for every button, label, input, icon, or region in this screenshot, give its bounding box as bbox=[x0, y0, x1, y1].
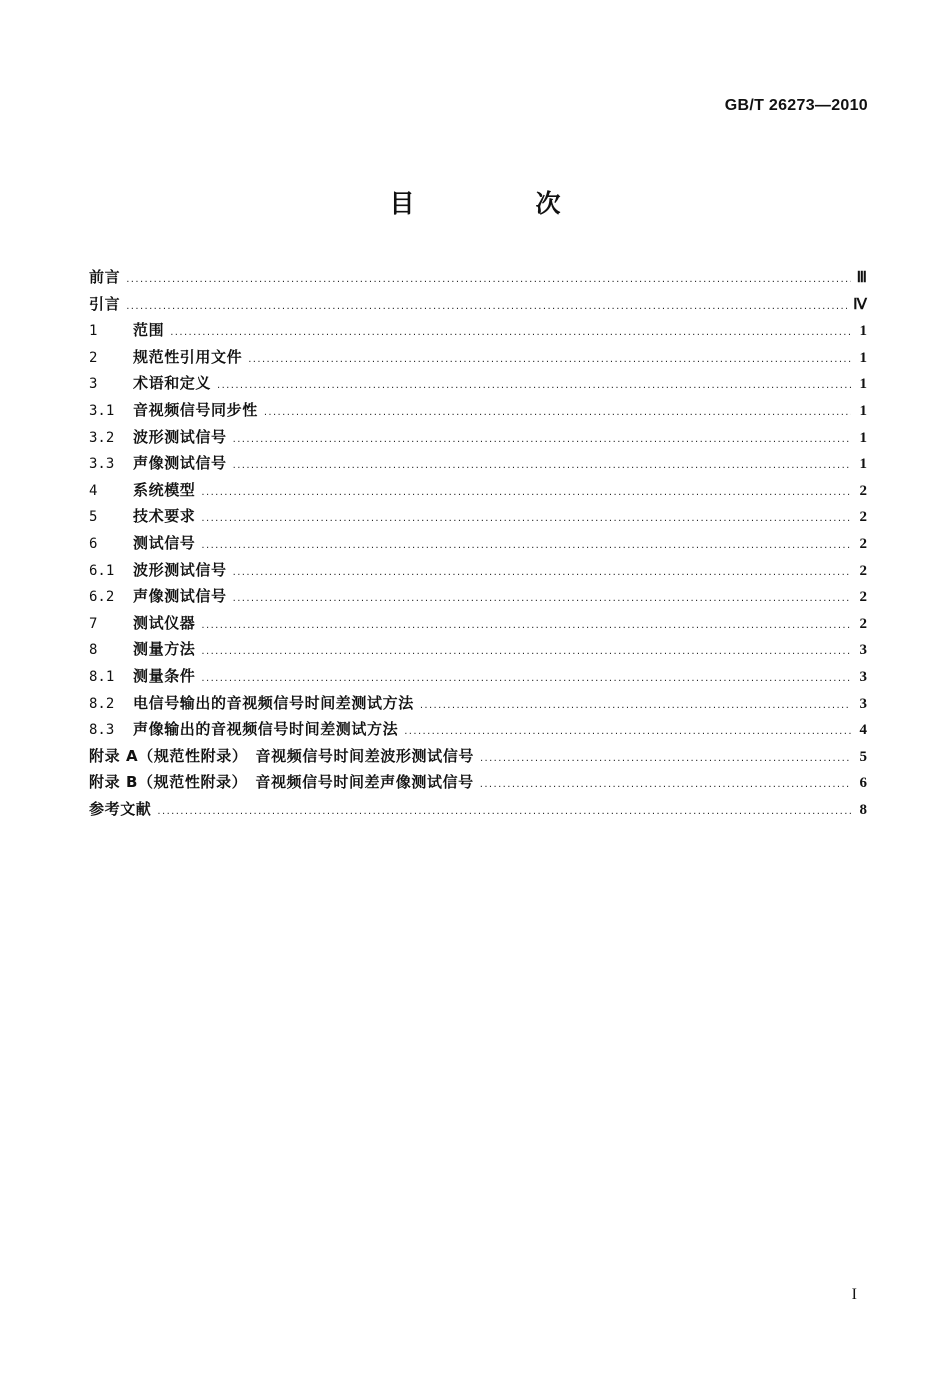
toc-entry-2[interactable] bbox=[89, 346, 867, 373]
toc-entry-number: 4 bbox=[89, 482, 98, 499]
toc-leader-dots bbox=[126, 274, 850, 285]
toc-entry-3-1[interactable] bbox=[89, 399, 867, 426]
toc-entry-number: 8.1 bbox=[89, 668, 115, 685]
toc-leader-dots bbox=[480, 753, 851, 764]
toc-entry-page: 6 bbox=[859, 775, 867, 792]
toc-entry-number: 8 bbox=[89, 642, 98, 659]
toc-entry-number: 3.3 bbox=[89, 456, 115, 473]
toc-title: 目 次 bbox=[389, 189, 609, 218]
toc-entry-8-1[interactable] bbox=[89, 665, 867, 692]
toc-entry-title: 附录 A（规范性附录） 音视频信号时间差波形测试信号 bbox=[89, 746, 474, 765]
toc-entry-title: 测试信号 bbox=[133, 533, 196, 552]
toc-entry-8-2[interactable] bbox=[89, 692, 867, 719]
page-number: I bbox=[851, 1286, 857, 1303]
toc-entry-title: 声像输出的音视频信号时间差测试方法 bbox=[133, 720, 399, 739]
toc-entry-number: 6 bbox=[89, 535, 98, 552]
toc-entry-appendix-b[interactable] bbox=[89, 771, 867, 798]
toc-entry-page: 2 bbox=[859, 535, 867, 552]
toc-entry-7[interactable] bbox=[89, 612, 867, 639]
toc-entry-page: 4 bbox=[859, 722, 867, 739]
toc-entry-title: 声像测试信号 bbox=[133, 454, 227, 473]
toc-entry-title: 引言 bbox=[89, 294, 121, 313]
toc-entry-number: 8.2 bbox=[89, 695, 115, 712]
toc-entry-page: 3 bbox=[859, 668, 867, 685]
toc-leader-dots bbox=[201, 646, 851, 657]
toc-entry-page: 3 bbox=[859, 695, 867, 712]
toc-entry-title: 测量方法 bbox=[133, 640, 196, 659]
toc-leader-dots bbox=[248, 354, 851, 365]
toc-leader-dots bbox=[157, 806, 851, 817]
toc-entry-page: 3 bbox=[859, 642, 867, 659]
toc-entry-6[interactable] bbox=[89, 532, 867, 559]
toc-entry-page: Ⅳ bbox=[853, 296, 867, 313]
toc-entry-introduction[interactable] bbox=[89, 293, 867, 320]
toc-entry-title: 测试仪器 bbox=[133, 613, 196, 632]
toc-leader-dots bbox=[201, 487, 851, 498]
toc-entry-6-1[interactable] bbox=[89, 559, 867, 586]
toc-leader-dots bbox=[201, 673, 851, 684]
toc-entry-title: 波形测试信号 bbox=[133, 560, 227, 579]
toc-leader-dots bbox=[233, 567, 851, 578]
toc-entry-page: 1 bbox=[859, 429, 867, 446]
toc-leader-dots bbox=[201, 620, 851, 631]
toc-entry-title: 术语和定义 bbox=[133, 374, 212, 393]
toc-entry-8[interactable] bbox=[89, 638, 867, 665]
toc-entry-5[interactable] bbox=[89, 505, 867, 532]
toc-entry-number: 2 bbox=[89, 349, 98, 366]
toc-entry-title: 参考文献 bbox=[89, 799, 152, 818]
toc-entry-number: 6.1 bbox=[89, 562, 115, 579]
toc-leader-dots bbox=[404, 726, 851, 737]
toc-entry-page: 2 bbox=[859, 482, 867, 499]
toc-entry-6-2[interactable] bbox=[89, 585, 867, 612]
toc-entry-title: 规范性引用文件 bbox=[133, 347, 243, 366]
toc-entry-page: 1 bbox=[859, 323, 867, 340]
toc-leader-dots bbox=[264, 407, 851, 418]
toc-leader-dots bbox=[126, 301, 847, 312]
toc-entry-title: 范围 bbox=[133, 321, 165, 340]
toc-entry-number: 8.3 bbox=[89, 722, 115, 739]
toc-leader-dots bbox=[217, 380, 851, 391]
toc-leader-dots bbox=[233, 460, 851, 471]
toc-leader-dots bbox=[480, 779, 851, 790]
toc-entry-title: 音视频信号同步性 bbox=[133, 400, 258, 419]
toc-entry-number: 5 bbox=[89, 509, 98, 526]
toc-entry-page: 1 bbox=[859, 456, 867, 473]
toc-entry-title: 系统模型 bbox=[133, 480, 196, 499]
toc-entry-appendix-a[interactable] bbox=[89, 745, 867, 772]
toc-entry-page: 2 bbox=[859, 589, 867, 606]
toc-entry-number: 3.2 bbox=[89, 429, 115, 446]
toc-entry-page: 1 bbox=[859, 402, 867, 419]
toc-leader-dots bbox=[170, 327, 851, 338]
toc-entry-title: 电信号输出的音视频信号时间差测试方法 bbox=[133, 693, 414, 712]
toc-entry-title: 前言 bbox=[89, 268, 121, 286]
toc-entry-1[interactable] bbox=[89, 319, 867, 346]
toc-entry-3[interactable] bbox=[89, 372, 867, 399]
toc-entry-title: 波形测试信号 bbox=[133, 427, 227, 446]
toc-entry-page: 5 bbox=[859, 748, 867, 765]
toc-leader-dots bbox=[233, 434, 851, 445]
toc-entry-4[interactable] bbox=[89, 479, 867, 506]
toc-leader-dots bbox=[233, 593, 851, 604]
toc-entry-page: Ⅲ bbox=[856, 270, 867, 286]
toc-entry-references[interactable] bbox=[89, 798, 867, 825]
standard-code: GB/T 26273—2010 bbox=[724, 97, 868, 114]
toc-entry-page: 2 bbox=[859, 562, 867, 579]
toc-entry-number: 3.1 bbox=[89, 402, 115, 419]
toc-entry-page: 1 bbox=[859, 376, 867, 393]
toc-entry-foreword[interactable] bbox=[89, 266, 867, 293]
toc-entry-3-3[interactable] bbox=[89, 452, 867, 479]
toc-entry-title: 声像测试信号 bbox=[133, 587, 227, 606]
toc-entry-3-2[interactable] bbox=[89, 426, 867, 453]
toc-leader-dots bbox=[420, 700, 851, 711]
toc-entry-title: 技术要求 bbox=[133, 507, 196, 526]
toc-leader-dots bbox=[201, 513, 851, 524]
toc-entry-number: 7 bbox=[89, 615, 98, 632]
toc-entry-number: 6.2 bbox=[89, 589, 115, 606]
toc-entry-page: 2 bbox=[859, 509, 867, 526]
table-of-contents bbox=[89, 266, 867, 824]
toc-entry-page: 1 bbox=[859, 349, 867, 366]
toc-entry-page: 2 bbox=[859, 615, 867, 632]
toc-entry-title: 附录 B（规范性附录） 音视频信号时间差声像测试信号 bbox=[89, 773, 474, 792]
toc-entry-number: 1 bbox=[89, 323, 98, 340]
toc-entry-number: 3 bbox=[89, 376, 98, 393]
toc-entry-page: 8 bbox=[859, 801, 867, 818]
toc-entry-8-3[interactable] bbox=[89, 718, 867, 745]
toc-entry-title: 测量条件 bbox=[133, 666, 196, 685]
toc-leader-dots bbox=[201, 540, 851, 551]
